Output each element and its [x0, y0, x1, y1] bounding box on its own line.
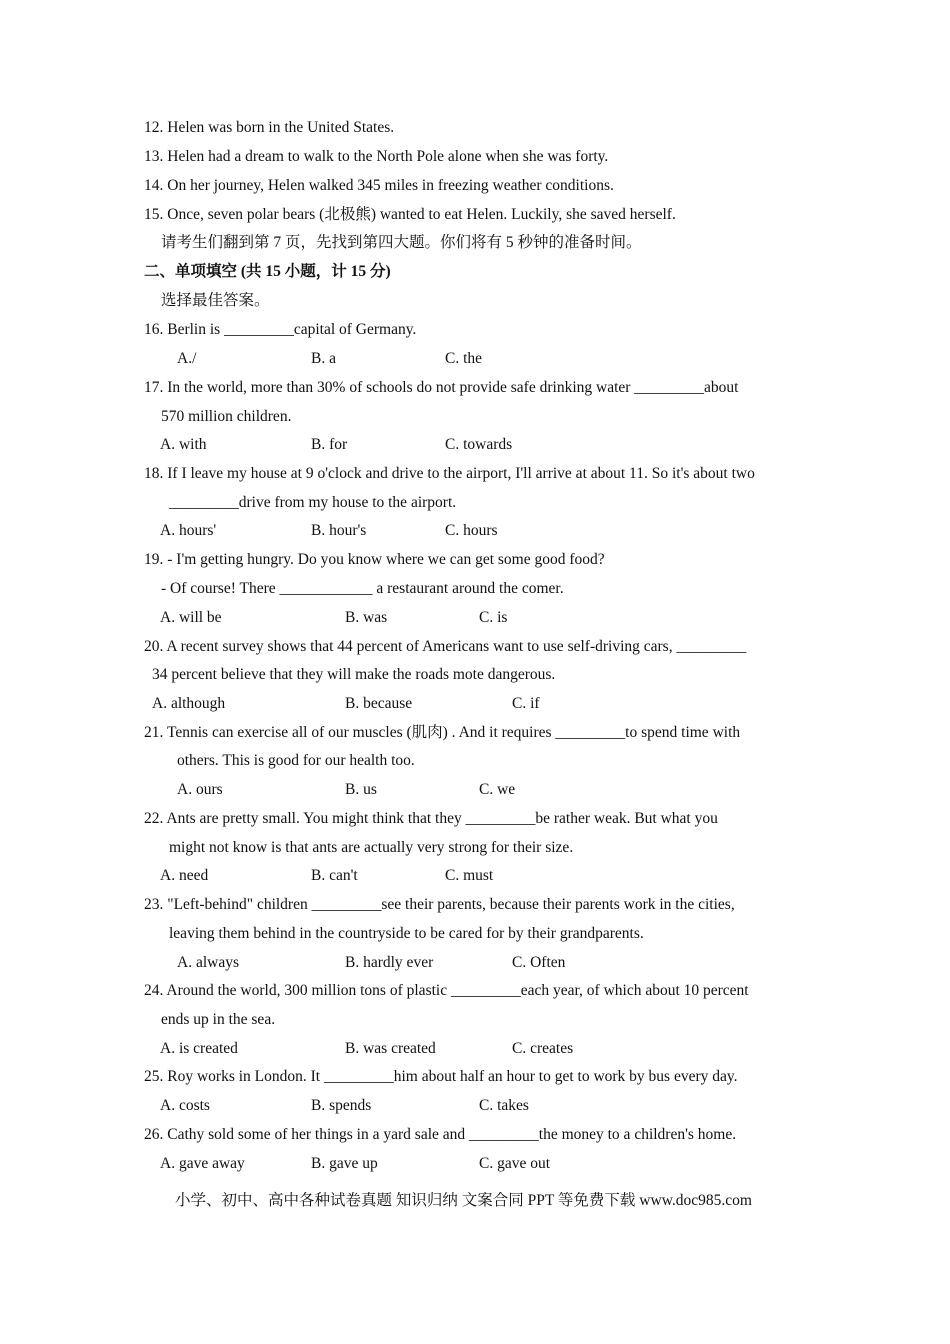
question-22-stem-cont: might not know is that ants are actually very strong for their size.: [169, 839, 574, 856]
question-21-option-a: A. ours: [177, 781, 223, 798]
page-footer: 小学、初中、高中各种试卷真题 知识归纳 文案合同 PPT 等免费下载 www.doc985.com: [175, 1192, 752, 1209]
question-22-stem: 22. Ants are pretty small. You might think that they _________be rather weak. But what you: [144, 810, 718, 827]
question-23-stem: 23. "Left-behind" children _________see their parents, because their parents work in the cities,: [144, 896, 735, 913]
question-24-option-a: A. is created: [160, 1040, 238, 1057]
question-26-option-a: A. gave away: [160, 1155, 245, 1172]
question-26-stem: 26. Cathy sold some of her things in a yard sale and _________the money to a children's home.: [144, 1126, 737, 1143]
section-instruction: 选择最佳答案。: [161, 292, 270, 309]
question-21-option-c: C. we: [479, 781, 516, 798]
question-20-stem: 20. A recent survey shows that 44 percent of Americans want to use self-driving cars, _________: [144, 638, 747, 655]
question-17-stem: 17. In the world, more than 30% of schools do not provide safe drinking water _________about: [144, 379, 739, 396]
question-20-option-b: B. because: [345, 695, 413, 712]
question-23-stem-cont: leaving them behind in the countryside to be cared for by their grandparents.: [169, 925, 644, 942]
question-19-option-a: A. will be: [160, 609, 222, 626]
question-26-option-c: C. gave out: [479, 1155, 551, 1172]
tf-item-13: 13. Helen had a dream to walk to the North Pole alone when she was forty.: [144, 148, 609, 165]
question-20-stem-cont: 34 percent believe that they will make the roads mote dangerous.: [152, 666, 556, 683]
tf-item-14: 14. On her journey, Helen walked 345 miles in freezing weather conditions.: [144, 177, 614, 194]
question-21-option-b: B. us: [345, 781, 377, 798]
question-23-option-c: C. Often: [512, 954, 566, 971]
question-24-option-b: B. was created: [345, 1040, 436, 1057]
question-21-stem: 21. Tennis can exercise all of our muscles (肌肉) . And it requires _________to spend time with: [144, 724, 741, 741]
question-22-option-c: C. must: [445, 867, 494, 884]
question-19-option-b: B. was: [345, 609, 388, 626]
question-19-stem: 19. - I'm getting hungry. Do you know where we can get some good food?: [144, 551, 605, 568]
question-23-option-a: A. always: [177, 954, 239, 971]
question-16-option-b: B. a: [311, 350, 336, 367]
question-17-option-a: A. with: [160, 436, 207, 453]
question-25-stem: 25. Roy works in London. It _________him about half an hour to get to work by bus every day.: [144, 1068, 738, 1085]
tf-item-12: 12. Helen was born in the United States.: [144, 119, 395, 136]
question-18-option-a: A. hours': [160, 522, 217, 539]
tf-item-15: 15. Once, seven polar bears (北极熊) wanted to eat Helen. Luckily, she saved herself.: [144, 206, 676, 223]
question-23-option-b: B. hardly ever: [345, 954, 434, 971]
question-24-option-c: C. creates: [512, 1040, 574, 1057]
question-24-stem-cont: ends up in the sea.: [161, 1011, 276, 1028]
section-title: 二、单项填空 (共 15 小题，计 15 分): [144, 263, 391, 280]
question-19-option-c: C. is: [479, 609, 508, 626]
question-17-stem-cont: 570 million children.: [161, 408, 292, 425]
question-25-option-c: C. takes: [479, 1097, 529, 1114]
question-22-option-b: B. can't: [311, 867, 358, 884]
question-16-option-a: A./: [177, 350, 197, 367]
turn-page-instruction: 请考生们翻到第 7 页，先找到第四大题。你们将有 5 秒钟的准备时间。: [161, 234, 642, 251]
question-20-option-a: A. although: [152, 695, 226, 712]
question-21-stem-cont: others. This is good for our health too.: [177, 752, 415, 769]
question-20-option-c: C. if: [512, 695, 540, 712]
question-18-option-b: B. hour's: [311, 522, 367, 539]
question-18-stem: 18. If I leave my house at 9 o'clock and drive to the airport, I'll arrive at about 11. So it's about two: [144, 465, 755, 482]
question-16-option-c: C. the: [445, 350, 483, 367]
question-18-stem-cont: _________drive from my house to the airport.: [169, 494, 457, 511]
question-17-option-c: C. towards: [445, 436, 513, 453]
question-22-option-a: A. need: [160, 867, 209, 884]
question-26-option-b: B. gave up: [311, 1155, 378, 1172]
question-25-option-a: A. costs: [160, 1097, 210, 1114]
question-17-option-b: B. for: [311, 436, 348, 453]
question-18-option-c: C. hours: [445, 522, 498, 539]
question-16-stem: 16. Berlin is _________capital of Germany.: [144, 321, 417, 338]
question-24-stem: 24. Around the world, 300 million tons of plastic _________each year, of which about 10 percent: [144, 982, 749, 999]
question-19-stem-cont: - Of course! There ____________ a restaurant around the comer.: [161, 580, 564, 597]
question-25-option-b: B. spends: [311, 1097, 372, 1114]
